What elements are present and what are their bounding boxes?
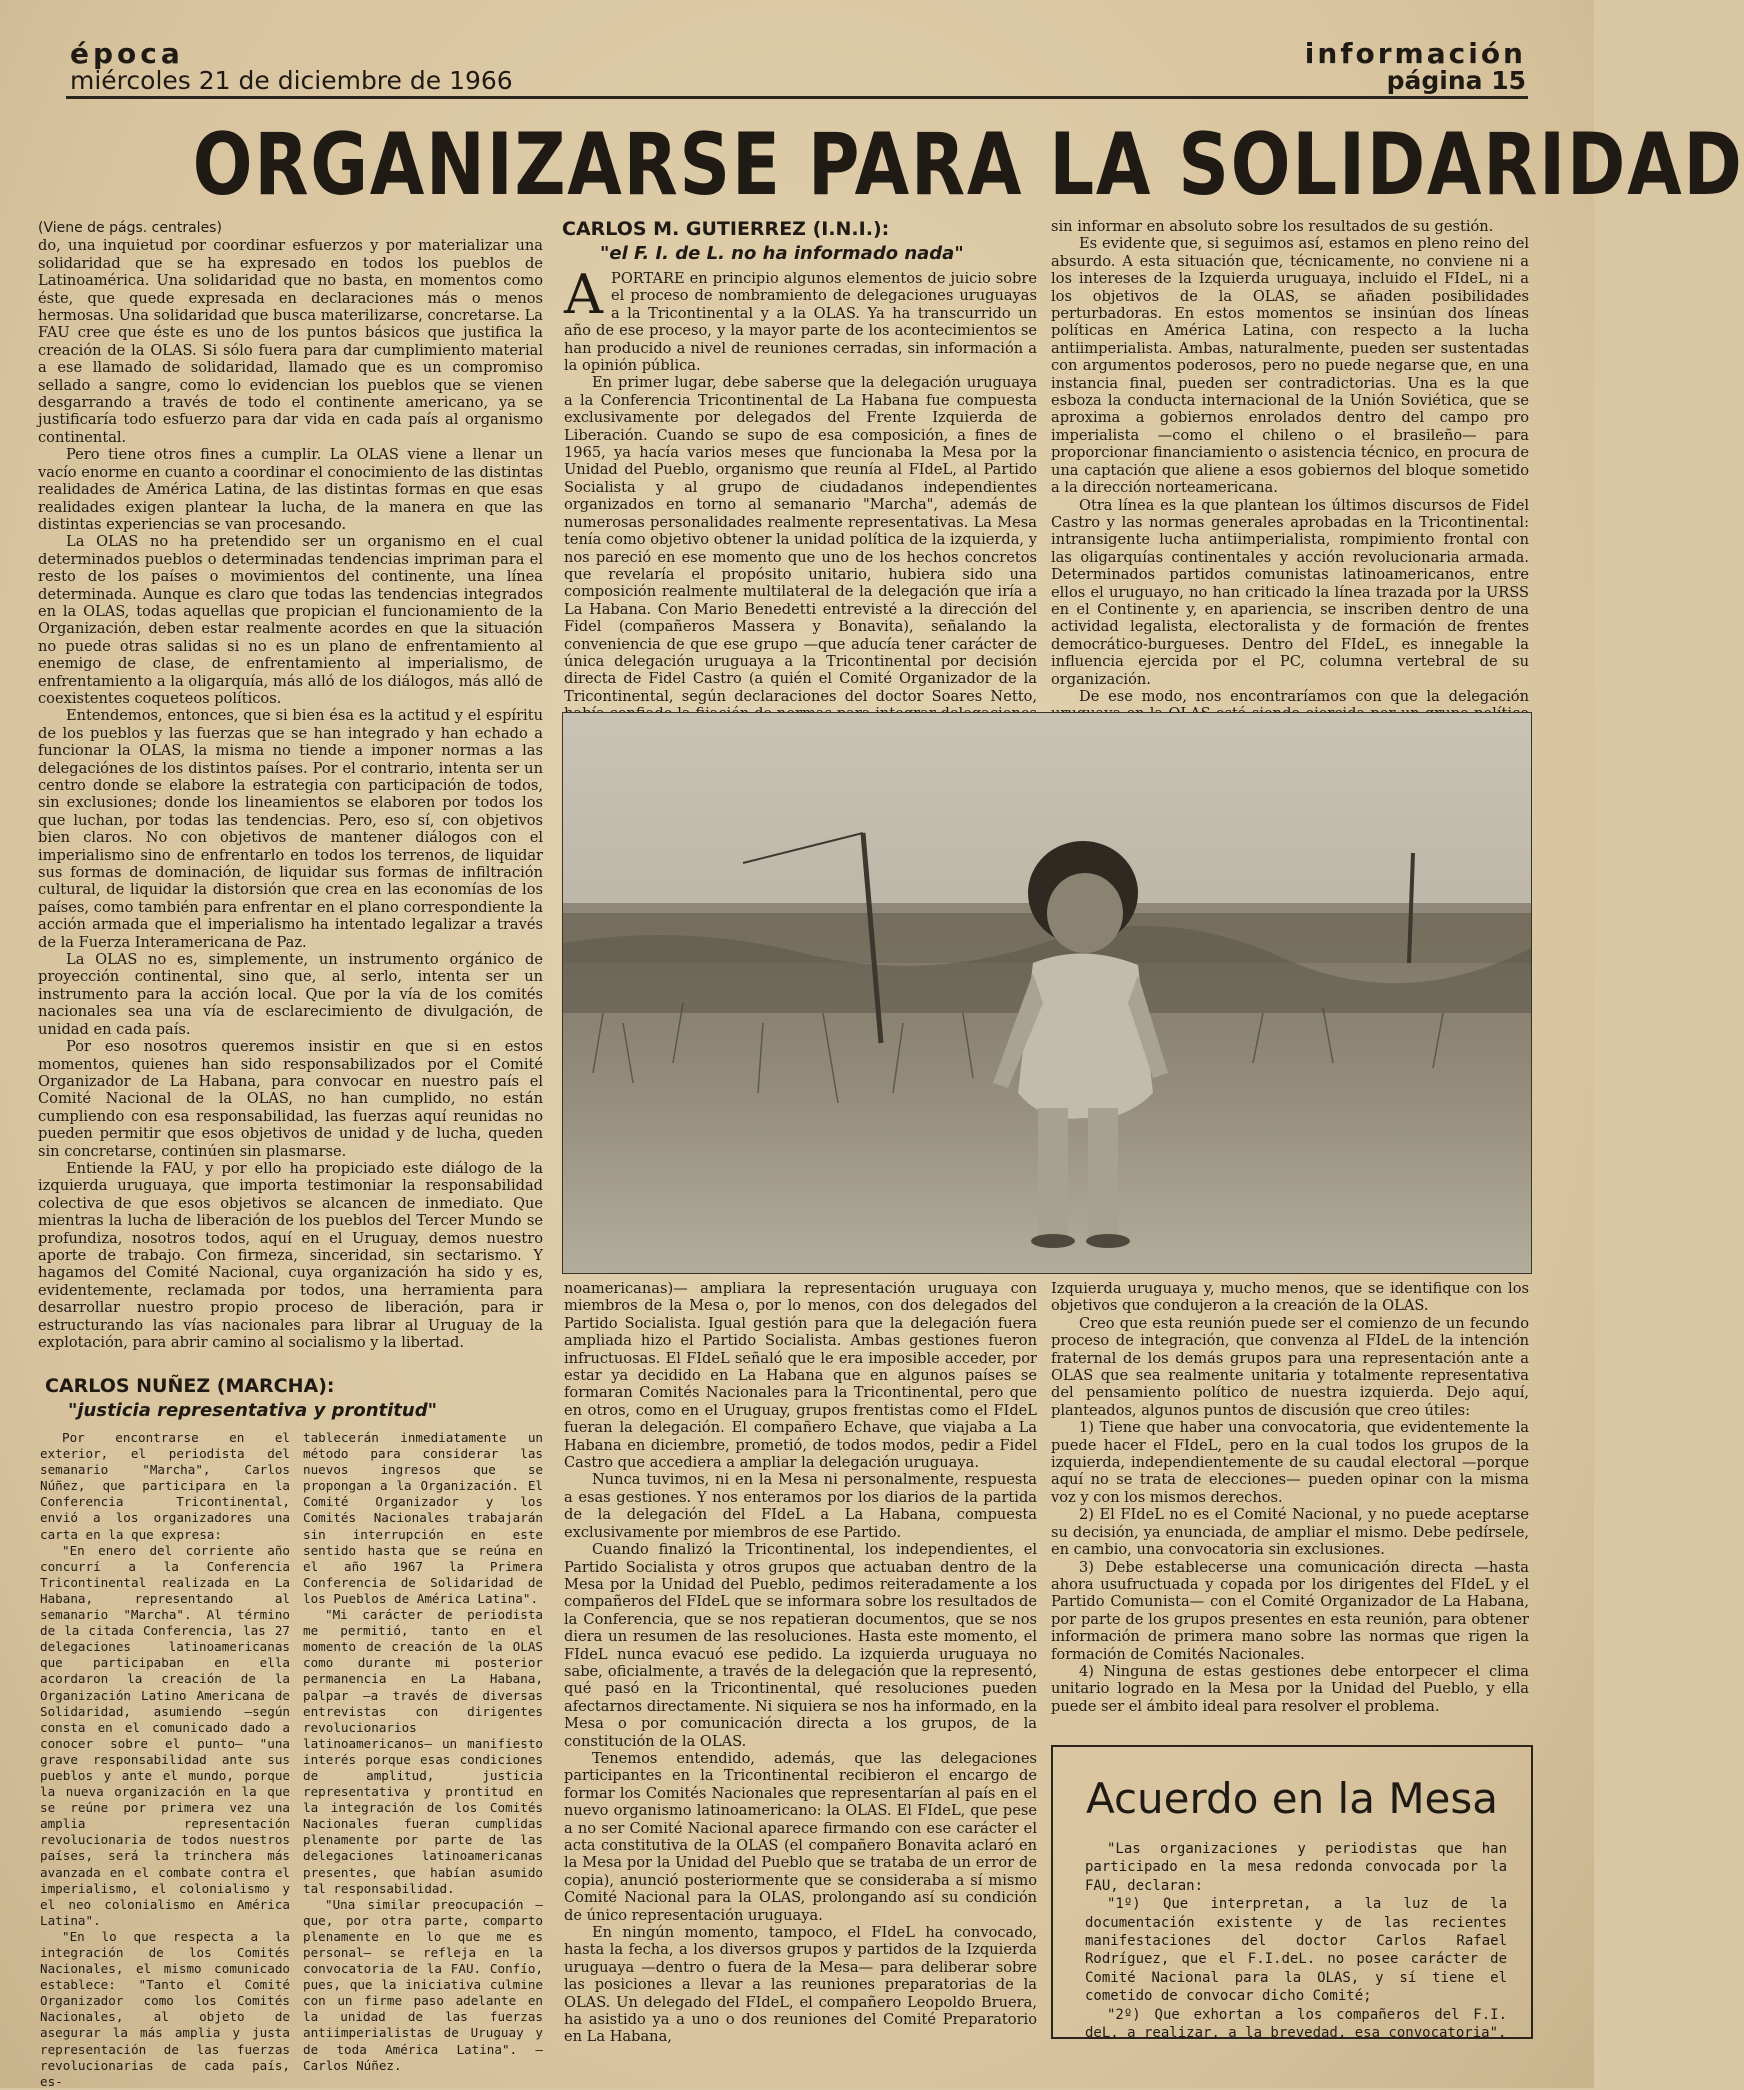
nunez-column-2 <box>303 1430 543 2075</box>
child-photo <box>562 712 1532 1274</box>
gutierrez-column-right-upper <box>1051 218 1529 710</box>
paragraph: 2) El FIdeL no es el Comité Nacional, y no puede aceptarse su decisión, ya enunciada, de ampliar el mismo. Debe pedírsele, en cambio, una convocatoria sin exclusiones. <box>1051 1506 1529 1559</box>
paragraph: Otra línea es la que plantean los últimos discursos de Fidel Castro y las normas generales aprobadas en la Tricontinental: intransigente lucha antiimperialista, rompimiento frontal con las oligarquías continentales y acción revolucionaria armada. Determinados partidos comunistas latinoamericanos, entre ellos el uruguayo, no han criticado la línea trazada por la URSS en el Continente y, en apariencia, se inscriben dentro de una actividad legalista, electoralista y de formación de frentes democrático-burgueses. Dentro del FIdeL, es innegable la influencia ejercida por el PC, columna vertebral de su organización. <box>1051 496 1529 688</box>
paragraph: Cuando finalizó la Tricontinental, los independientes, el Partido Socialista y otros grupos que actuaban dentro de la Mesa por la Unidad del Pueblo, pedimos reiteradamente a los compañeros del FIdeL que se informara sobre los resultados de la Conferencia, que se nos repatieran documentos, que se nos diera un resumen de las resoluciones. Hasta este momento, el FIdeL nunca evacuó ese pedido. La izquierda uruguaya no sabe, oficialmente, a través de la delegación que la representó, qué pasó en la Tricontinental, qué resoluciones pueden afectarnos directamente. Ni siquiera se nos ha informado, en la Mesa o por comunicación directa a los grupos, de la constitución de la OLAS. <box>564 1541 1037 1750</box>
agreement-title: Acuerdo en la Mesa <box>1085 1774 1499 1823</box>
paragraph: En primer lugar, debe saberse que la delegación uruguaya a la Conferencia Tricontinental de La Habana fue compuesta exclusivamente por delegados del Frente Izquierda de Liberación. Cuando se supo de esa composición, a fines de 1965, ya hacía varios meses que funcionaba la Mesa por la Unidad del Pueblo, organismo que reunía al FIdeL, al Partido Socialista y al grupo de ciudadanos independientes organizados en torno al semanario "Marcha", además de numerosas personalidades realmente representativas. La Mesa tenía como objetivo obtener la unidad política de la izquierda, y nos pareció en ese momento que uno de los hechos concretos que revelaría el propósito unitario, hubiera sido una composición realmente multilateral de la delegación que iría a La Habana. Con Mario Benedetti entrevisté a la dirección del Fidel (compañeros Massera y Bonavita), señalando la conveniencia de que ese grupo —que aducía tener carácter de única delegación uruguaya a la Tricontinental por decisión directa de Fidel Castro (a quién el Comité Organizador de la Tricontinental, según declaraciones del doctor Soares Netto, <box>564 374 1037 705</box>
paragraph: noamericanas)— ampliara la representación uruguaya con miembros de la Mesa o, por lo menos, con dos delegados del Partido Socialista. Igual gestión para que la delegación fuera ampliada hizo el Partido Socialista. Ambas gestiones fueron infructuosas. El FIdeL señaló que le era imposible acceder, por estar ya decidido en La Habana que en algunos países se formaran Comités Nacionales para la Tricontinental, pero que en otros, como en el Uruguay, grupos frentistas como el FIdeL fueran la delegación. El compañero Echave, que viajaba a La Habana en diciembre, prometió, de todos modos, pedir a Fidel Castro que accediera a ampliar la delegación uruguaya. <box>564 1280 1037 1472</box>
agreement-box <box>1051 1745 1533 2042</box>
page-number: página 15 <box>1386 66 1526 95</box>
nunez-byline: CARLOS NUÑEZ (MARCHA): <box>45 1375 335 1397</box>
gutierrez-column-right-lower <box>1051 1280 1529 1730</box>
gutierrez-subtitle: "el F. I. de L. no ha informado nada" <box>600 243 964 264</box>
paragraph: Entendemos, entonces, que si bien ésa es la actitud y el espíritu de los pueblos y las fuerzas que se han integrado y han echado a funcionar la OLAS, la misma no tiende a imponer normas a las delegaciónes de los distintos países. Por el contrario, intenta ser un centro donde se elabore la estrategia con participación de todos, sin exclusiones; donde los lineamientos se elaboren por todos los que luchan, por todas las tendencias. Pero, eso sí, con objetivos bien claros. No con objetivos de mantener diálogos con el imperialismo sino de enfrentarlo en todos los terrenos, de liquidar sus formas de dominación, de liquidar sus formas de infiltración cultural, de liquidar la distorsión que crea en las economías de los países, como también para enfrentar en el plano correspondiente la acción armada que el imperialismo ha intentado legalizar a través de la Fuerza Interamericana de Paz. <box>38 707 543 951</box>
paragraph: Pero tiene otros fines a cumplir. La OLAS viene a llenar un vacío enorme en cuanto a coordinar el conocimiento de las distintas realidades de América Latina, de las distintas formas en que esas realidades exigen plantear la lucha, de la manera en que las distintas experiencias se van procesando. <box>38 446 543 533</box>
paragraph: La OLAS no ha pretendido ser un organismo en el cual determinados pueblos o determinadas tendencias impriman para el resto de los países o movimientos del continente, una línea determinada. Aunque es claro que todas las tendencias integrados en la OLAS, todas aquellas que propician el funcionamiento de la Organización, deben estar realmente acordes en que la situación no puede otras salidas si no es un plano de enfrentamiento al enemigo de clase, de enfrentamiento al imperialismo, de enfrentamiento a la oligarquía, más alló de los diálogos, más alló de coexistentes coqueteos políticos. <box>38 533 543 707</box>
lead-paragraph <box>564 263 1037 375</box>
paragraph: Es evidente que, si seguimos así, estamos en pleno reino del absurdo. A esta situación que, técnicamente, no conviene ni a los intereses de la Izquierda uruguaya, incluido el FIdeL, ni a los objetivos de la OLAS, se añaden posibilidades perturbadoras. En estos momentos se insinúan dos líneas políticas en América Latina, con respecto a la lucha antiimperialista. Ambas, naturalmente, pueden ser sustentadas con argumentos poderosos, pero no puede negarse que, en una instancia final, pueden ser contradictorias. Una es la que esboza la conducta internacional de la Unión Soviética, que se aproxima a gobiernos enrolados dentro del campo pro imperialista —como el chileno o el brasileño— para proporcionar financiamiento o asistencia técnico, en procura de una captación que aliene a esos gobiernos del bloque sometido a la dirección norteamericana. <box>1051 235 1529 497</box>
paragraph: "En enero del corriente año concurrí a la Conferencia Tricontinental realizada en La Habana, representando al semanario "Marcha". Al término de la citada Conferencia, las 27 delegaciones latinoamericanas que participaban en ella acordaron la creación de la Organización Latino Americana de Solidaridad, asumiendo —según consta en el comunicado dado a conocer sobre el punto— "una grave responsabilidad ante sus pueblos y ante el mundo, porque la nueva organización en la que se reúne por primera vez una amplia representación revolucionaria de todos nuestros países, será la trinchera más avanzada en el combate contra el imperialismo, el colonialismo y el neo colonialismo en América Latina". <box>40 1542 290 1928</box>
child-photo-icon <box>563 713 1531 1273</box>
paragraph: De ese modo, nos encontraríamos con que la delegación <box>1079 687 1529 705</box>
agreement-body <box>1085 1840 1507 2042</box>
paragraph: "2º) Que exhortan a los compañeros del F.I. deL. a realizar, a la brevedad, esa convocatoria". <box>1085 2006 1507 2042</box>
masthead-left <box>70 37 513 95</box>
paragraph: sin informar en absoluto sobre los resultados de su gestión. <box>1051 218 1494 235</box>
issue-date: miércoles 21 de diciembre de 1966 <box>70 66 513 95</box>
page-headline: ORGANIZARSE PARA LA SOLIDARIDAD <box>192 115 1744 215</box>
paragraph: Creo que esta reunión puede ser el comienzo de un fecundo proceso de integración, que convenza al FIdeL de la intención fraternal de los demás grupos para una representación ante a OLAS que sea realmente unitaria y totalmente representativa del pensamiento político de nuestra izquierda. Dejo aquí, planteados, algunos puntos de discusión que creo útiles: <box>1051 1314 1529 1419</box>
paragraph: do, una inquietud por coordinar esfuerzos y por materializar una solidaridad que se ha expresado en todos los pueblos de Latinoamérica. Una solidaridad que no basta, en momentos como éste, que quede expresada en declaraciones más o menos hermosas. Una solidaridad que busca materilizarse, concretarse. La FAU cree que éste es uno de los puntos básicos que justifica la creación de la OLAS. Si sólo fuera para dar cumplimiento material a ese llamado de solidaridad, llamado que es un compromiso sellado a sangre, como lo evidencian los pueblos que se vienen desgarrando a través de todo el continente americano, ya se justificaría todo esfuerzo para dar vida en cada país al organismo continental. <box>38 237 543 446</box>
lead-text: PORTARE en principio algunos elementos de juicio sobre el proceso de nombramiento de delegaciones uruguayas a la Tricontinental y a la OLAS. Ya ha transcurrido un año de ese proceso, y la mayor parte de los acontecimientos se han producido a nivel de reuniones cerradas, sin información a la opinión pública. <box>564 270 1037 375</box>
nunez-subtitle: "justicia representativa y prontitud" <box>68 1400 437 1421</box>
paragraph: Tenemos entendido, además, que las delegaciones participantes en la Tricontinental recibieron el encargo de formar los Comités Nacionales que representarían al país en el nuevo organismo latinoamericano: la OLAS. El FIdeL, que pese a no ser Comité Nacional aparece firmando con ese carácter el acta constitutiva de la OLAS (el compañero Bonavita aclaró en la Mesa por la Unidad del Pueblo que se trataba de un error de copia), anunció posteriormente que se consideraba a sí mismo Comité Nacional para la OLAS, prolongando así su condición de único representación uruguaya. <box>564 1749 1037 1924</box>
paragraph: Por encontrarse en el exterior, el periodista del semanario "Marcha", Carlos Núñez, que participara en la Conferencia Tricontinental, envió a los organizadores una carta en la que expresa: <box>40 1430 290 1542</box>
publication-name: época <box>70 37 184 70</box>
paragraph: Por eso nosotros queremos insistir en que si en estos momentos, quienes han sido responsabilizados por el Comité Organizador de La Habana, para convocar en nuestro país el Comité Nacional de la OLAS, no han cumplido, no están cumpliendo con esa responsabilidad, las fuerzas aquí reunidas no pueden permitir que esos objetivos de unidad y de lucha, queden sin concretarse, continúen sin plasmarse. <box>38 1038 543 1160</box>
paragraph: 1) Tiene que haber una convocatoria, que evidentemente la puede hacer el FIdeL, pero en la cual todos los grupos de la izquierda, independientemente de su caudal electoral —porque aquí no se trata de elecciones— pueden opinar con la misma voz y con los mismos derechos. <box>1051 1419 1529 1506</box>
paragraph: "Mi carácter de periodista me permitió, tanto en el momento de creación de la OLAS como durante mi posterior permanencia en La Habana, palpar —a través de diversas entrevistas con dirigentes revolucionarios latinoamericanos— un manifiesto interés porque esas condiciones de amplitud, justicia representativa y prontitud en la integración de los Comités Nacionales fueran cumplidas plenamente por parte de las delegaciones latinoamericanas presentes, que habían asumido tal responsabilidad. <box>303 1607 543 1896</box>
paragraph: En ningún momento, tampoco, el FIdeL ha convocado, hasta la fecha, a los diversos grupos y partidos de la Izquierda uruguaya —dentro o fuera de la Mesa— para deliberar sobre las posiciones a llevar a las reuniones preparatorias de la OLAS. Un delegado del FIdeL, el compañero Leopoldo Bruera, ha asistido ya a uno o dos reuniones del Comité Preparatorio en La Habana, <box>564 1924 1037 2046</box>
nunez-column-1 <box>40 1430 290 2089</box>
paragraph: "Una similar preocupación —que, por otra parte, comparto plenamente en lo que me es personal— se refleja en la convocatoria de la FAU. Confío, pues, que la iniciativa culmine con un firme paso adelante en la unidad de las fuerzas antiimperialistas de Uruguay y de toda América Latina". — Carlos Núñez. <box>303 1896 543 2073</box>
paragraph: Izquierda uruguaya y, mucho menos, que se identifique con los objetivos que condujeron a la creación de la OLAS. <box>1051 1280 1529 1315</box>
drop-cap: A <box>564 263 603 326</box>
paragraph: 4) Ninguna de estas gestiones debe entorpecer el clima unitario logrado en la Mesa por la Unidad del Pueblo, y ella puede ser el ámbito ideal para resolver el problema. <box>1051 1662 1529 1715</box>
paragraph: "En lo que respecta a la integración de los Comités Nacionales, el mismo comunicado establece: "Tanto el Comité Organizador como los Comités Nacionales, al objeto de asegurar la más amplia y justa representación de las fuerzas revolucionarias de cada país, es- <box>40 1928 290 2089</box>
gutierrez-column-mid-lower <box>564 1280 1037 2075</box>
section-name: información <box>1304 37 1526 70</box>
paragraph: Nunca tuvimos, ni en la Mesa ni personalmente, respuesta a esas gestiones. Y nos enteramos por los diarios de la partida de la delegación del FIdeL a La Habana, compuesta exclusivamente por miembros de ese Partido. <box>564 1471 1037 1541</box>
paragraph: Entiende la FAU, y por ello ha propiciado este diálogo de la izquierda uruguaya, que importa testimoniar la responsabilidad colectiva de que esos objetivos se alcancen de inmediato. Que mientras la lucha de liberación de los pueblos del Tercer Mundo se profundiza, nosotros todos, aquí en el Uruguay, demos nuestro aporte de trabajo. Con firmeza, sinceridad, sin sectarismo. Y hagamos del Comité Nacional, cuya organización ha sido y es, evidentemente, reclamada por todos, una herramienta para desarrollar nuestro propio proceso de liberación, para ir estructurando las vías nacionales para librar al Uruguay de la explotación, para abrir camino al socialismo y la libertad. <box>38 1159 543 1351</box>
main-article-column <box>38 220 543 1370</box>
paragraph: "1º) Que interpretan, a la luz de la documentación existente y de las recientes manifestaciones del doctor Carlos Rafael Rodríguez, que el F.I.deL. no posee carácter de Comité Nacional para la OLAS, y sí tiene el cometido de convocar dicho Comité; <box>1085 1896 1507 2005</box>
gutierrez-column-upper <box>564 263 1037 710</box>
gutierrez-byline: CARLOS M. GUTIERREZ (I.N.I.): <box>562 218 890 240</box>
continuation-note: (Viene de págs. centrales) <box>38 220 222 236</box>
paragraph: 3) Debe establecerse una comunicación directa —hasta ahora usufructuada y copada por los dirigentes del FIdeL y el Partido Comunista— con el Comité Organizador de La Habana, por parte de los grupos presentes en esta reunión, para obtener información de primera mano sobre las normas que rigen la formación de Comités Nacionales. <box>1051 1558 1529 1663</box>
header-rule <box>66 96 1528 99</box>
masthead-right <box>1304 37 1526 95</box>
paragraph: "Las organizaciones y periodistas que han participado en la mesa redonda convocada por la FAU, declaran: <box>1085 1841 1507 1894</box>
paragraph: tablecerán inmediatamente un método para considerar las nuevos ingresos que se propongan a la Organización. El Comité Organizador y los Comités Nacionales trabajarán sin interrupción en este sentido hasta que se reúna en el año 1967 la Primera Conferencia de Solidaridad de los Pueblos de América Latina". <box>303 1430 543 1606</box>
paragraph: La OLAS no es, simplemente, un instrumento orgánico de proyección continental, sino que, al serlo, intenta ser un instrumento para la acción local. Que por la vía de los comités nacionales sea una vía de esclarecimiento de divulgación, de unidad en cada país. <box>38 951 543 1038</box>
